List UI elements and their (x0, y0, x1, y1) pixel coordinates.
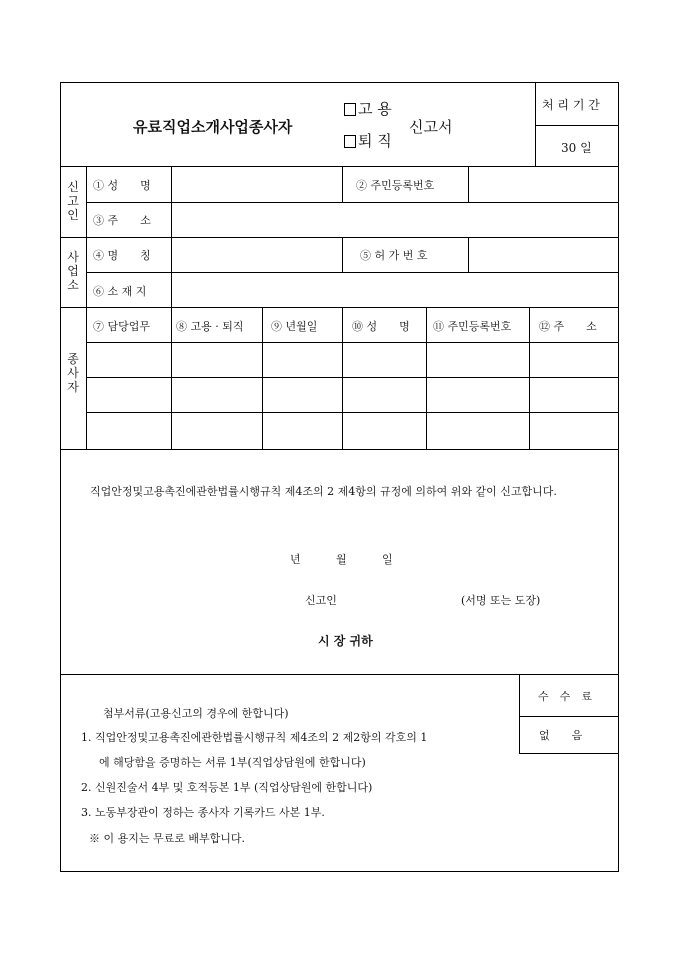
option-hire: 고 용 (344, 98, 392, 119)
divider (519, 716, 619, 717)
column-header: ⑧ 고용 · 퇴직 (176, 320, 244, 333)
free-distribution-note: ※ 이 용지는 무료로 배부합니다. (89, 832, 245, 845)
applicant-rrn-field[interactable] (469, 167, 618, 201)
workers-section-label: 종사자 (67, 352, 79, 394)
fee-value: 없 음 (539, 729, 583, 742)
divider (60, 674, 619, 675)
signature-note: (서명 또는 도장) (461, 594, 541, 607)
form-title: 유료직업소개사업종사자 (133, 118, 293, 136)
applicant-address-field[interactable] (172, 203, 618, 236)
option-retire: 퇴 직 (344, 130, 392, 151)
processing-period-value: 30 일 (561, 141, 592, 155)
hire-checkbox[interactable] (344, 103, 356, 116)
fee-label: 수 수 료 (538, 690, 592, 703)
column-header: ⑪ 주민등록번호 (433, 320, 512, 333)
business-section-label: 사업소 (67, 250, 79, 292)
divider (535, 125, 619, 126)
business-name-field[interactable] (172, 238, 341, 271)
business-location-field[interactable] (172, 273, 618, 306)
retire-checkbox[interactable] (344, 135, 356, 148)
permit-number-field[interactable] (469, 238, 618, 271)
attachment-item-3: 3. 노동부장관이 정하는 종사자 기록카드 사본 1부. (81, 806, 325, 819)
declarant-label: 신고인 (305, 594, 337, 607)
divider (519, 674, 520, 753)
applicant-address-label: ③ 주 소 (93, 214, 151, 227)
table-row[interactable] (87, 343, 618, 376)
divider (60, 307, 619, 308)
table-row[interactable] (87, 378, 618, 411)
recipient: 시 장 귀하 (318, 634, 373, 648)
divider (342, 237, 343, 272)
divider (519, 753, 619, 754)
divider (342, 166, 343, 202)
applicant-rrn-label: ② 주민등록번호 (356, 179, 435, 192)
column-header: ⑩ 성 명 (352, 320, 410, 333)
column-header: ⑦ 담당업무 (93, 320, 151, 333)
attachment-item-1: 1. 직업안정및고용촉진에관한법률시행규칙 제4조의 2 제2항의 각호의 1 (81, 731, 428, 744)
date-day: 일 (382, 553, 393, 566)
applicant-name-field[interactable] (172, 167, 341, 201)
attachment-item-2: 2. 신원진술서 4부 및 호적등본 1부 (직업상담원에 한합니다) (81, 781, 373, 794)
column-header: ⑨ 년월일 (271, 320, 318, 333)
business-name-label: ④ 명 칭 (93, 249, 151, 262)
attachments-heading: 첨부서류(고용신고의 경우에 한합니다) (103, 707, 289, 720)
permit-number-label: ⑤ 허 가 번 호 (360, 249, 428, 262)
divider (60, 449, 619, 450)
date-year: 년 (290, 553, 301, 566)
date-month: 월 (336, 553, 347, 566)
divider (535, 82, 536, 166)
column-header: ⑫ 주 소 (539, 320, 597, 333)
processing-period-label: 처 리 기 간 (542, 98, 600, 112)
applicant-name-label: ① 성 명 (93, 179, 151, 192)
business-location-label: ⑥ 소 재 지 (93, 285, 147, 298)
declaration-text: 직업안정및고용촉진에관한법률시행규칙 제4조의 2 제4항의 규정에 의하여 위와 같이 신고합니다. (90, 485, 557, 498)
table-row[interactable] (87, 413, 618, 448)
title-suffix: 신고서 (409, 118, 453, 136)
attachment-item-1-cont: 에 해당함을 증명하는 서류 1부(직업상담원에 한합니다) (99, 756, 366, 769)
applicant-section-label: 신고인 (67, 180, 79, 222)
